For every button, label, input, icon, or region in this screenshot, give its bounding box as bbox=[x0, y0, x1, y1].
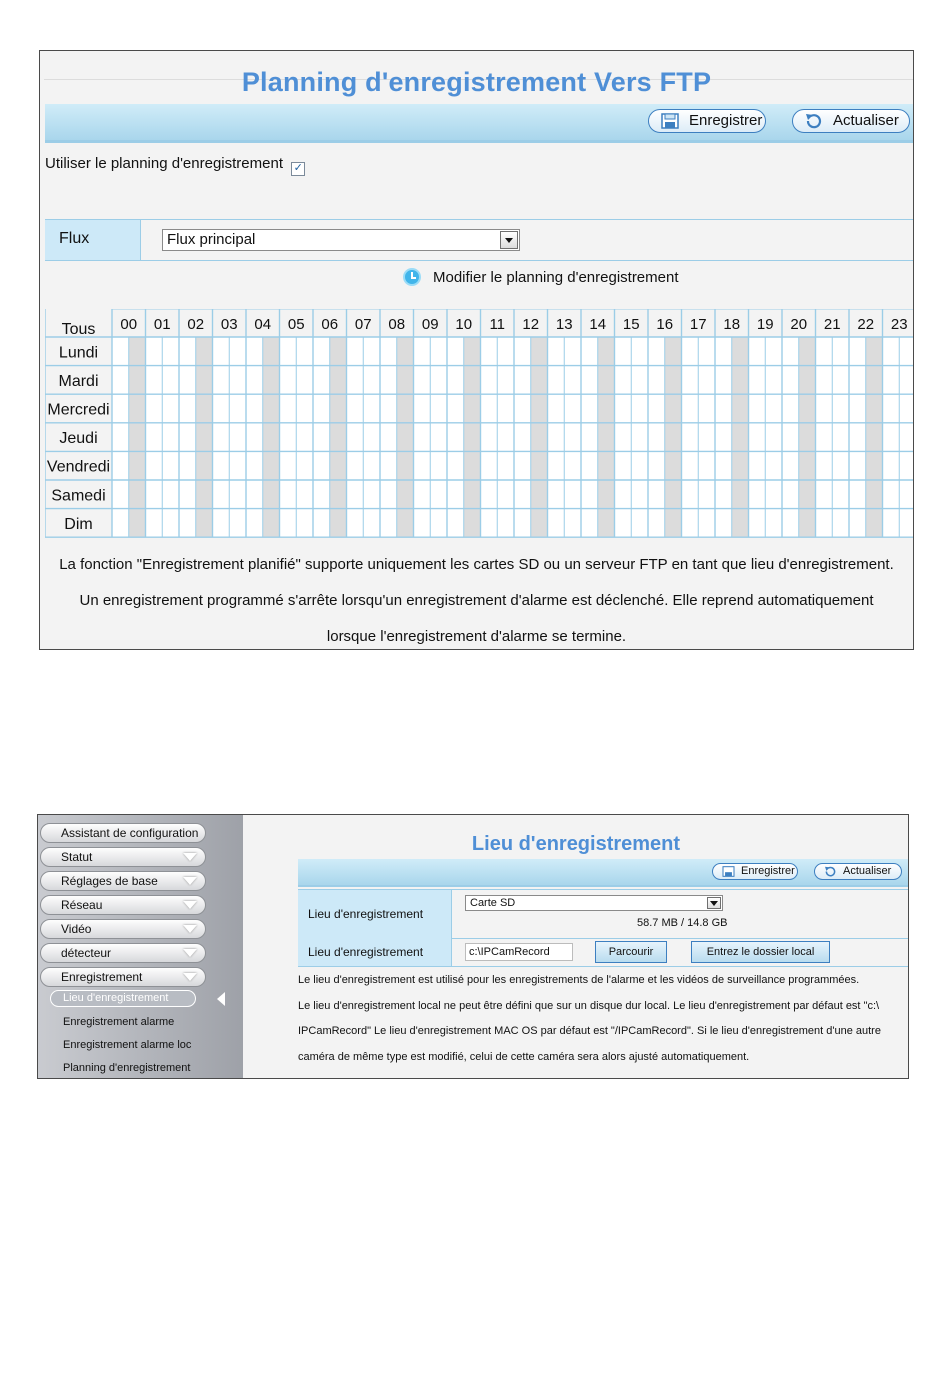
modify-schedule-label: Modifier le planning d'enregistrement bbox=[433, 269, 679, 286]
hour-label: 01 bbox=[153, 316, 171, 333]
hour-label: 14 bbox=[589, 316, 607, 333]
day-label: Dim bbox=[64, 515, 93, 533]
hour-shade bbox=[129, 337, 146, 537]
day-label: Jeudi bbox=[59, 430, 98, 448]
chevron-down-icon bbox=[707, 897, 721, 909]
hour-shade bbox=[799, 337, 816, 537]
sidebar-item-detector[interactable] bbox=[40, 943, 206, 963]
info-text-1: Le lieu d'enregistrement est utilisé pour les enregistrements de l'alarme et les vidéos de surveillance programmées. bbox=[298, 974, 860, 986]
sidebar-subitem-record-location[interactable] bbox=[50, 990, 196, 1007]
hour-label: 23 bbox=[890, 316, 908, 333]
day-label: Mercredi bbox=[47, 401, 110, 419]
save-button[interactable] bbox=[648, 109, 766, 133]
chevron-down-icon bbox=[183, 925, 197, 933]
local-location-row bbox=[298, 938, 908, 967]
main-content bbox=[244, 815, 908, 1079]
hour-label: 21 bbox=[823, 316, 841, 333]
hour-shade bbox=[598, 337, 615, 537]
day-label: Vendredi bbox=[46, 458, 111, 476]
sidebar-item-setup-wizard[interactable] bbox=[40, 823, 206, 843]
page-title: Lieu d'enregistrement bbox=[471, 833, 681, 855]
day-label: Lundi bbox=[58, 344, 99, 362]
hour-label: 13 bbox=[555, 316, 573, 333]
hour-shade bbox=[732, 337, 749, 537]
hour-shade bbox=[263, 337, 280, 537]
stream-select[interactable] bbox=[162, 229, 520, 251]
info-text-4: caméra de même type est modifié, celui de cette caméra sera alors ajusté automatiquement. bbox=[298, 1051, 750, 1063]
chevron-down-icon bbox=[183, 949, 197, 957]
sidebar-item-label: détecteur bbox=[61, 946, 112, 960]
sidebar-item-status[interactable] bbox=[40, 847, 206, 867]
chevron-down-icon bbox=[183, 877, 197, 885]
toolbar bbox=[45, 104, 913, 143]
hour-shade bbox=[531, 337, 548, 537]
hour-label: 05 bbox=[287, 316, 305, 333]
page-title: Planning d'enregistrement Vers FTP bbox=[241, 67, 712, 97]
browse-button[interactable]: Parcourir bbox=[595, 941, 667, 963]
ftp-schedule-panel bbox=[39, 50, 914, 650]
sidebar-item-basic-settings[interactable] bbox=[40, 871, 206, 891]
refresh-label: Actualiser bbox=[843, 865, 892, 877]
modify-schedule-link[interactable] bbox=[403, 267, 679, 289]
chevron-down-icon bbox=[500, 231, 518, 249]
clock-icon bbox=[403, 268, 421, 286]
hour-label: 09 bbox=[421, 316, 439, 333]
refresh-icon bbox=[805, 113, 823, 129]
sidebar-item-label: Vidéo bbox=[61, 922, 92, 936]
save-icon bbox=[722, 866, 735, 877]
hour-label: 04 bbox=[254, 316, 272, 333]
note-line-2: Un enregistrement programmé s'arrête lorsqu'un enregistrement d'alarme est déclenché. Elle reprend automatiquement bbox=[79, 592, 874, 609]
use-schedule-label: Utiliser le planning d'enregistrement bbox=[45, 155, 283, 172]
sidebar-item-label: Réglages de base bbox=[61, 874, 158, 888]
use-schedule-checkbox[interactable]: ✓ bbox=[291, 162, 305, 176]
toolbar bbox=[298, 859, 908, 887]
hour-label: 16 bbox=[656, 316, 674, 333]
location-row bbox=[298, 889, 908, 939]
sidebar-subitem-local-alarm-record[interactable]: Enregistrement alarme loc bbox=[63, 1039, 192, 1051]
refresh-icon bbox=[824, 866, 837, 877]
stream-label: Flux bbox=[45, 220, 141, 260]
sidebar-item-label: Réseau bbox=[61, 898, 103, 912]
local-folder-button[interactable]: Entrez le dossier local bbox=[691, 941, 830, 963]
hour-shade bbox=[665, 337, 682, 537]
location-value: Carte SD bbox=[470, 897, 516, 909]
save-button[interactable] bbox=[712, 863, 798, 880]
sidebar-subitem-label: Lieu d'enregistrement bbox=[63, 992, 169, 1004]
chevron-down-icon bbox=[183, 973, 197, 981]
schedule-grid[interactable] bbox=[45, 309, 914, 539]
hour-shade bbox=[866, 337, 883, 537]
save-label: Enregistrer bbox=[689, 112, 763, 129]
hour-label: 03 bbox=[220, 316, 238, 333]
hour-label: 11 bbox=[489, 316, 506, 333]
chevron-down-icon bbox=[183, 901, 197, 909]
info-text-3: IPCamRecord" Le lieu d'enregistrement MAC OS par défaut est "/IPCamRecord". Si le lieu d'enregistrement d'une autre bbox=[298, 1025, 881, 1037]
sidebar-item-label: Assistant de configuration bbox=[61, 826, 199, 840]
use-schedule-row bbox=[45, 155, 305, 176]
all-days-label: Tous bbox=[61, 321, 96, 338]
hour-label: 00 bbox=[120, 316, 138, 333]
sidebar-item-network[interactable] bbox=[40, 895, 206, 915]
hour-label: 12 bbox=[522, 316, 540, 333]
hour-label: 02 bbox=[187, 316, 205, 333]
refresh-button[interactable] bbox=[814, 863, 902, 880]
day-label: Samedi bbox=[51, 487, 106, 505]
hour-label: 19 bbox=[756, 316, 774, 333]
day-label: Mardi bbox=[58, 372, 99, 390]
storage-info: 58.7 MB / 14.8 GB bbox=[637, 917, 728, 929]
location-select[interactable] bbox=[465, 895, 723, 911]
note-line-3: lorsque l'enregistrement d'alarme se termine. bbox=[326, 628, 627, 645]
sidebar bbox=[38, 815, 243, 1079]
hour-label: 08 bbox=[388, 316, 406, 333]
sidebar-item-label: Statut bbox=[61, 850, 93, 864]
sidebar-subitem-record-schedule[interactable]: Planning d'enregistrement bbox=[63, 1062, 191, 1074]
schedule-grid-svg[interactable] bbox=[45, 309, 914, 539]
sidebar-item-video[interactable] bbox=[40, 919, 206, 939]
location-label: Lieu d'enregistrement bbox=[298, 890, 452, 938]
hour-label: 20 bbox=[790, 316, 808, 333]
refresh-label: Actualiser bbox=[833, 112, 899, 129]
stream-row bbox=[45, 219, 913, 261]
refresh-button[interactable] bbox=[792, 109, 910, 133]
info-text-2: Le lieu d'enregistrement local ne peut être défini que sur un disque dur local. Le lieu d'enregistrement par défaut est "c:\ bbox=[298, 1000, 880, 1012]
sidebar-subitem-alarm-record[interactable]: Enregistrement alarme bbox=[63, 1016, 175, 1028]
save-icon bbox=[661, 113, 679, 129]
local-location-label: Lieu d'enregistrement bbox=[298, 938, 452, 966]
hour-label: 07 bbox=[354, 316, 372, 333]
note-line-1: La fonction "Enregistrement planifié" supporte uniquement les cartes SD ou un serveur FTP en tant que lieu d'enregistrement. bbox=[59, 556, 894, 573]
local-path-input[interactable]: c:\IPCamRecord bbox=[465, 943, 573, 961]
active-pointer-icon bbox=[217, 992, 225, 1006]
hour-label: 22 bbox=[857, 316, 875, 333]
hour-shade bbox=[330, 337, 347, 537]
hour-label: 10 bbox=[455, 316, 473, 333]
save-label: Enregistrer bbox=[741, 865, 795, 877]
chevron-down-icon bbox=[183, 853, 197, 861]
hour-shade bbox=[464, 337, 481, 537]
hour-label: 18 bbox=[723, 316, 741, 333]
hour-shade bbox=[397, 337, 414, 537]
hour-label: 06 bbox=[321, 316, 339, 333]
stream-value: Flux principal bbox=[167, 231, 256, 248]
sidebar-item-label: Enregistrement bbox=[61, 970, 143, 984]
hour-label: 15 bbox=[622, 316, 640, 333]
sidebar-item-recording[interactable] bbox=[40, 967, 206, 987]
hour-shade bbox=[196, 337, 213, 537]
hour-label: 17 bbox=[689, 316, 707, 333]
record-location-panel bbox=[37, 814, 909, 1079]
